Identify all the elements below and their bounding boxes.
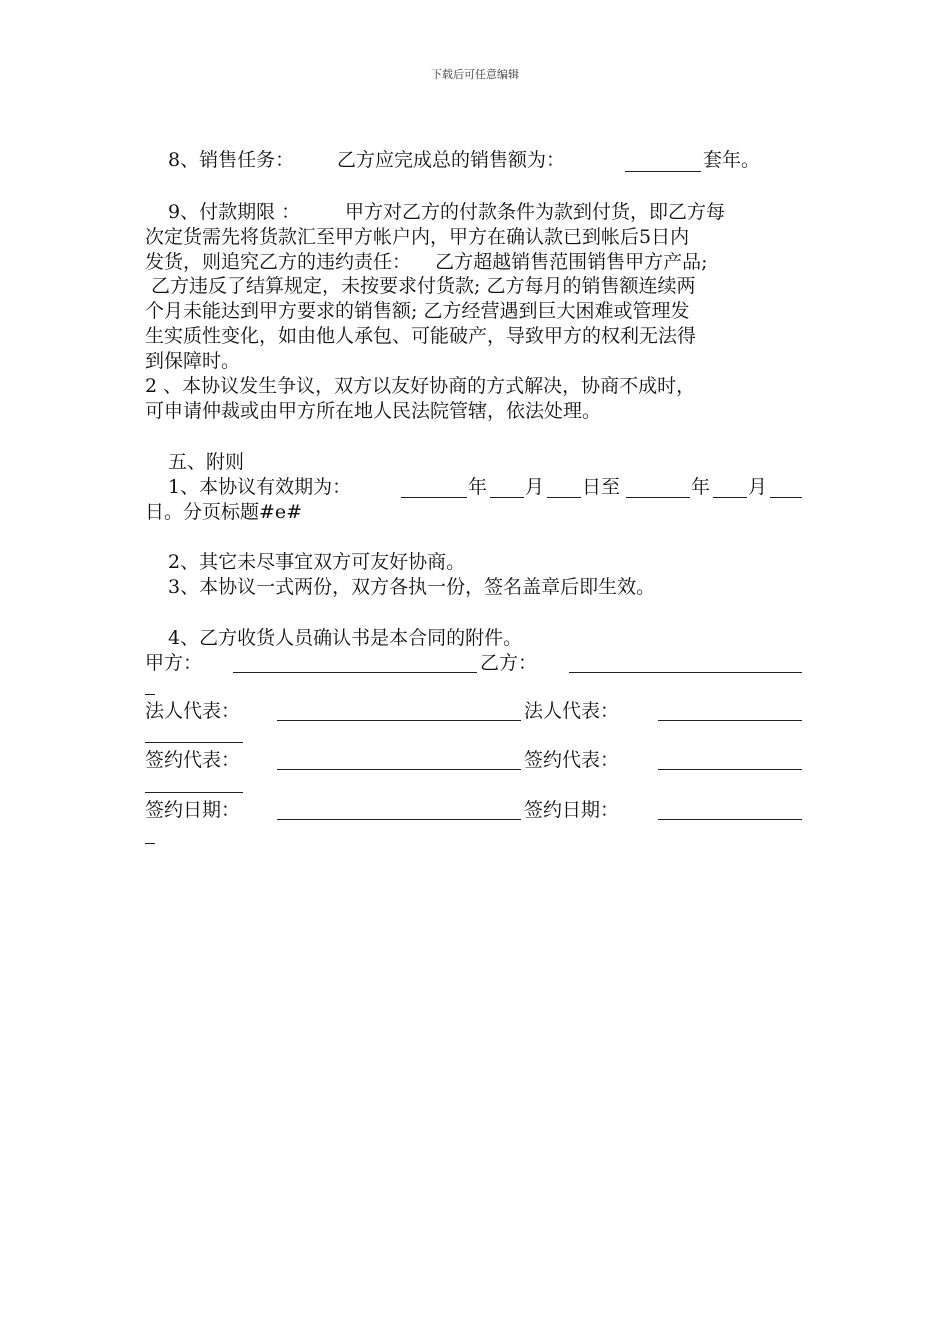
start-year-blank	[401, 497, 467, 498]
end-year-blank	[626, 497, 690, 498]
start-day-to-unit: 日至	[582, 476, 621, 498]
sign-rep-a-blank	[277, 769, 521, 770]
party-a-blank	[233, 672, 477, 673]
section-8-label: 8、销售任务：	[168, 149, 295, 171]
section-9-line: 发货，则追究乙方的违约责任： 乙方超越销售范围销售甲方产品;	[145, 251, 708, 273]
legal-rep-a-blank	[277, 720, 521, 721]
legal-rep-b-blank-overflow	[145, 742, 243, 743]
party-b-blank	[569, 672, 802, 673]
party-b-blank-overflow	[145, 694, 155, 695]
appendix-item-1-label: 1、本协议有效期为：	[168, 476, 352, 498]
end-month-unit: 月	[748, 476, 768, 498]
section-9-line: 生实质性变化，如由他人承包、可能破产，导致甲方的权利无法得	[145, 325, 697, 347]
sign-date-b-blank	[658, 819, 802, 820]
page-header-note: 下载后可任意编辑	[431, 68, 519, 81]
section-8-text: 乙方应完成总的销售额为：	[337, 149, 566, 171]
legal-rep-b-label: 法人代表：	[524, 700, 620, 722]
start-month-blank	[490, 497, 524, 498]
appendix-heading: 五、附则	[168, 451, 245, 473]
legal-rep-b-blank	[658, 720, 802, 721]
sign-date-b-label: 签约日期：	[524, 799, 620, 821]
dispute-line: 可申请仲裁或由甲方所在地人民法院管辖，依法处理。	[145, 400, 602, 422]
sign-date-b-blank-overflow	[145, 843, 155, 844]
end-month-blank	[713, 497, 747, 498]
start-month-unit: 月	[525, 476, 545, 498]
dispute-line: 2 、本协议发生争议，双方以友好协商的方式解决，协商不成时，	[145, 375, 696, 397]
sign-rep-b-blank	[658, 769, 802, 770]
end-day-blank	[770, 497, 802, 498]
sales-amount-blank	[625, 171, 701, 172]
sign-rep-a-label: 签约代表：	[145, 749, 241, 771]
appendix-item-4: 4、乙方收货人员确认书是本合同的附件。	[168, 627, 523, 649]
appendix-item-3: 3、本协议一式两份，双方各执一份，签名盖章后即生效。	[168, 576, 656, 598]
section-9-label: 9、付款期限 ：	[168, 201, 301, 223]
section-8-suffix: 套年。	[703, 149, 761, 171]
legal-rep-a-label: 法人代表：	[145, 700, 241, 722]
section-9-line: 乙方违反了结算规定，未按要求付货款; 乙方每月的销售额连续两	[145, 275, 696, 297]
end-year-unit: 年	[691, 476, 711, 498]
party-a-label: 甲方：	[145, 652, 203, 674]
section-9-line: 次定货需先将货款汇至甲方帐户内，甲方在确认款已到帐后5日内	[145, 226, 690, 248]
sign-date-a-label: 签约日期：	[145, 799, 241, 821]
sign-rep-b-label: 签约代表：	[524, 749, 620, 771]
start-year-unit: 年	[468, 476, 488, 498]
section-9-line: 甲方对乙方的付款条件为款到付货，即乙方每	[345, 201, 726, 223]
section-9-line: 个月未能达到甲方要求的销售额; 乙方经营遇到巨大困难或管理发	[145, 300, 690, 322]
party-b-label: 乙方：	[480, 652, 538, 674]
start-day-blank	[547, 497, 581, 498]
sign-rep-b-blank-overflow	[145, 792, 243, 793]
appendix-item-2: 2、其它未尽事宜双方可友好协商。	[168, 551, 466, 573]
sign-date-a-blank	[277, 819, 521, 820]
section-9-line: 到保障时。	[145, 350, 241, 372]
appendix-item-1-tail: 日。分页标题#e#	[145, 501, 303, 523]
